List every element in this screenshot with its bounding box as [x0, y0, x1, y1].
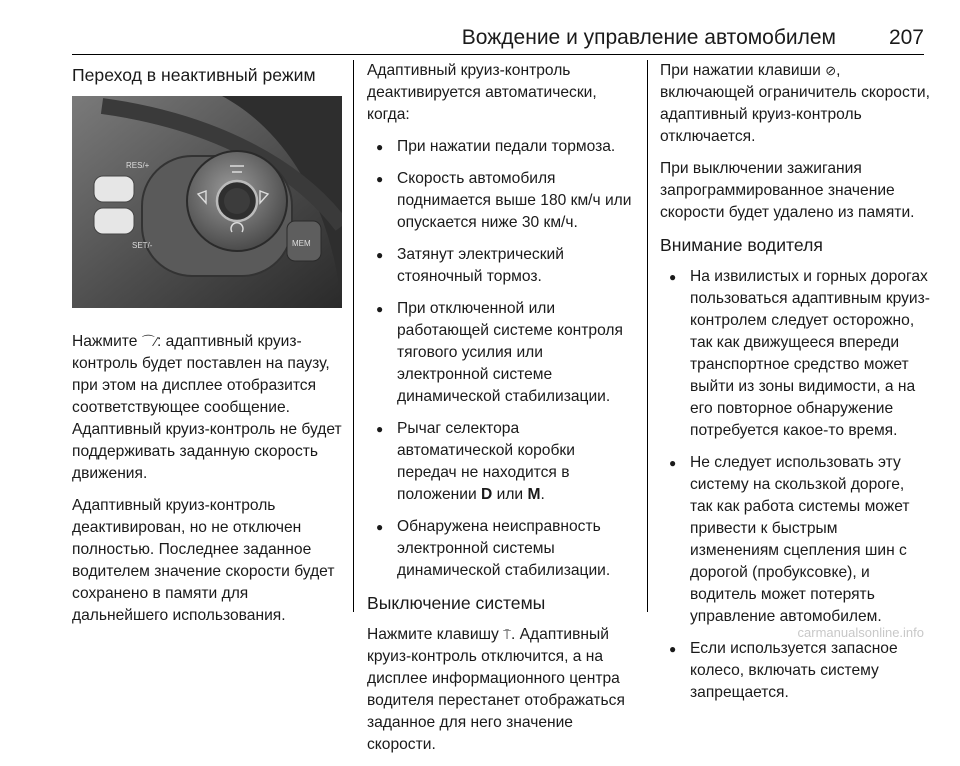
column-divider [647, 60, 648, 612]
column-2 [367, 60, 635, 766]
section-heading-driver-attention: Внимание водителя [660, 235, 823, 255]
list-item: ● Обнаружена неисправность электронной системы динамической стабилизации. [367, 516, 635, 582]
column-divider [353, 60, 354, 612]
column-1 [72, 60, 342, 637]
header-title: Вождение и управление автомобилем [461, 26, 836, 49]
adaptive-cruise-pause-icon: ⌒⁄ [141, 334, 157, 349]
list-item: ● Если используется запасное колесо, включать систему запрещается. [660, 638, 930, 704]
speed-limiter-icon: ⊘ [825, 63, 837, 78]
paragraph-ignition-off: При выключении зажигания запрограммированное значение скорости будет удалено из памяти. [660, 160, 915, 221]
list-item: ● Скорость автомобиля поднимается выше 180 км/ч или опускается ниже 30 км/ч. [367, 168, 635, 234]
set-button-label: SET/- [132, 241, 153, 250]
page-header [72, 22, 924, 55]
list-item: ● На извилистых и горных дорогах пользоваться адаптивным круиз-контролем следует осторожно, так как движущееся впереди транспортное средство может выйти из зоны видимости, а на его повторное обнаружение потребуется какое-то время. [660, 266, 930, 442]
list-item: ● Не следует использовать эту систему на скользкой дороге, так как работа системы может привести к быстрым изменениям сцепления шин с дорогой (пробуксовке), и водитель может потерять управление автомобилем. [660, 452, 930, 628]
watermark: carmanualsonline.info [797, 625, 924, 640]
auto-deactivation-list [367, 136, 635, 582]
list-item: ● Рычаг селектора автоматической коробки передач не находится в положении D или M. [367, 418, 635, 506]
list-item: ● При нажатии педали тормоза. [367, 136, 635, 158]
paragraph-deactivated: Адаптивный круиз-контроль деактивирован, но не отключен полностью. Последнее заданное водителем значение скорости будет сохранено в памяти для дальнейшего использования. [72, 497, 335, 624]
section-heading-deactivation: Переход в неактивный режим [72, 65, 316, 85]
paragraph-speed-limiter: При нажатии клавиши ⊘, включающей ограничитель скорости, адаптивный круиз-контроль отключается. [660, 62, 930, 145]
paragraph-auto-deactivation: Адаптивный круиз-контроль деактивируется автоматически, когда: [367, 62, 597, 123]
page-number: 207 [888, 26, 924, 49]
steering-wheel-controls-image [72, 96, 342, 308]
cruise-off-icon: ⍑ [503, 627, 511, 642]
mem-button-label: MEM [292, 239, 311, 248]
res-button-label: RES/+ [126, 161, 150, 170]
paragraph-switch-off: Нажмите клавишу ⍑. Адаптивный круиз-контроль отключится, а на дисплее информационного центра водителя перестанет отображаться заданное для него значение скорости. [367, 626, 625, 753]
column-3 [660, 60, 930, 714]
section-heading-switch-off: Выключение системы [367, 593, 546, 613]
paragraph-pause: Нажмите ⌒⁄: адаптивный круиз-контроль будет поставлен на паузу, при этом на дисплее отобразится соответствующее сообщение. Адаптивный круиз-контроль не будет поддерживать заданную скорость движения. [72, 333, 342, 482]
list-item: ● При отключенной или работающей системе контроля тягового усилия или электронной системе динамической стабилизации. [367, 298, 635, 408]
list-item: ● Затянут электрический стояночный тормоз. [367, 244, 635, 288]
